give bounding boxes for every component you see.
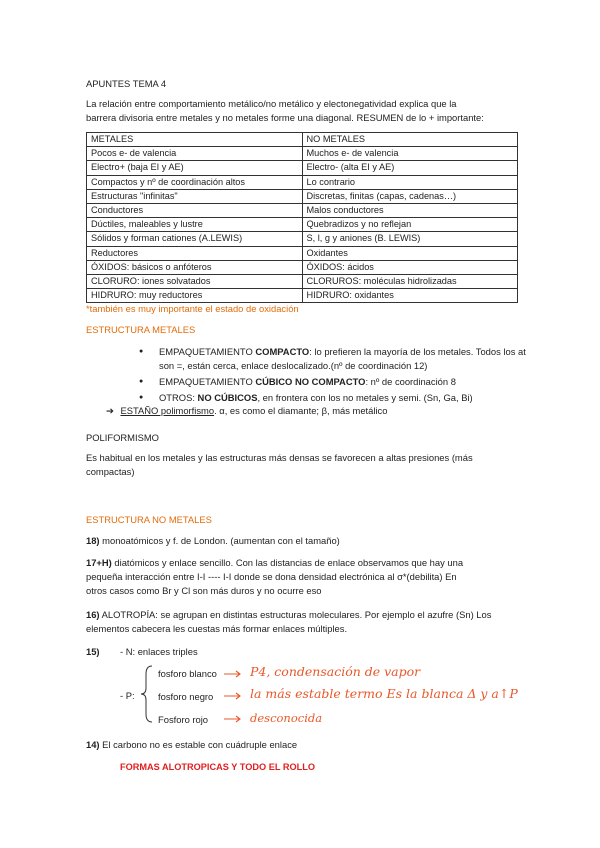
metales-list	[147, 345, 527, 407]
group-16-line-1: 16) ALOTROPÍA: se agrupan en distintas estructuras moleculares. Por ejemplo el azufre (Sn) Los	[86, 609, 492, 620]
group-15-number: 15)	[86, 646, 100, 657]
table-row	[87, 161, 518, 175]
group-17-line-3: otros casos como Br y Cl son más duros y no ocurre eso	[86, 585, 322, 596]
table-cell: ÓXIDOS: ácidos	[302, 260, 518, 274]
table-row	[87, 232, 518, 246]
arrow-icon	[224, 671, 240, 677]
table-footnote: *también es muy importante el estado de oxidación	[86, 303, 299, 314]
table-cell: HIDRURO: oxidantes	[302, 289, 518, 303]
table-row	[87, 275, 518, 289]
table-cell: HIDRURO: muy reductores	[87, 289, 303, 303]
table-cell: Quebradizos y no reflejan	[302, 218, 518, 232]
table-cell: Reductores	[87, 246, 303, 260]
table-cell: Malos conductores	[302, 204, 518, 218]
table-cell: ÓXIDOS: básicos o anfóteros	[87, 260, 303, 274]
list-item: ● EMPAQUETAMIENTO CÚBICO NO COMPACTO: nº de coordinación 8	[147, 375, 527, 389]
table-cell: Estructuras "infinitas"	[87, 189, 303, 203]
table-cell: Sólidos y forman cationes (A.LEWIS)	[87, 232, 303, 246]
group-14-line: 14) El carbono no es estable con cuádruple enlace	[86, 739, 298, 750]
list-item: ● EMPAQUETAMIENTO COMPACTO: lo prefieren la mayoría de los metales. Todos los at son =, están cerca, enlace deslocalizado.(nº de coordinación 12)	[147, 345, 527, 373]
fosforo-negro-label: fosforo negro	[158, 691, 214, 702]
group-15-phosphorus: - P:	[120, 690, 135, 701]
section-heading-metales: ESTRUCTURA METALES	[86, 324, 196, 335]
section-heading-poliformismo: POLIFORMISMO	[86, 432, 159, 443]
table-cell: Conductores	[87, 204, 303, 218]
arrow-icon	[224, 693, 240, 699]
table-cell: Oxidantes	[302, 246, 518, 260]
table-row	[87, 204, 518, 218]
table-cell: Pocos e- de valencia	[87, 147, 303, 161]
poliformismo-line-2: compactas)	[86, 466, 135, 477]
table-row	[87, 260, 518, 274]
fosforo-blanco-label: fosforo blanco	[158, 668, 217, 679]
fosforo-blanco-note: P4, condensación de vapor	[250, 664, 421, 679]
group-18-line: 18) monoatómicos y f. de London. (aumentan con el tamaño)	[86, 535, 340, 546]
table-row	[87, 289, 518, 303]
table-header-cell: METALES	[87, 133, 303, 147]
arrow-icons	[222, 666, 248, 726]
group-15-nitrogen: - N: enlaces triples	[120, 646, 198, 657]
group-17-line-2: pequeña interacción entre I-I ---- I-I donde se dona densidad electrónica al σ*(debilita) En	[86, 571, 457, 582]
group-17-line-1: 17+H) diatómicos y enlace sencillo. Con las distancias de enlace observamos que hay una	[86, 557, 464, 568]
estano-line: ➔ ESTAÑO polimorfismo. α, es como el diamante; β, más metálico	[106, 405, 388, 416]
table-cell: CLORUROS: moléculas hidrolizadas	[302, 275, 518, 289]
table-cell: Discretas, finitas (capas, cadenas…)	[302, 189, 518, 203]
poliformismo-line-1: Es habitual en los metales y las estructuras más densas se favorecen a altas presiones (más	[86, 452, 473, 463]
table-row	[87, 175, 518, 189]
table-row	[87, 147, 518, 161]
table-header-cell: NO METALES	[302, 133, 518, 147]
intro-line-1: La relación entre comportamiento metálico/no metálico y electonegatividad explica que la	[86, 98, 457, 109]
section-heading-nometales: ESTRUCTURA NO METALES	[86, 514, 212, 525]
table-row	[87, 246, 518, 260]
table-cell: Electro- (alta EI y AE)	[302, 161, 518, 175]
table-cell: S, l, g y aniones (B. LEWIS)	[302, 232, 518, 246]
fosforo-negro-note: la más estable termo Es la blanca Δ y a↑P	[250, 686, 518, 701]
table-header-row	[87, 133, 518, 147]
table-cell: Lo contrario	[302, 175, 518, 189]
brace-icon	[140, 664, 154, 724]
table-row	[87, 189, 518, 203]
table-cell: Muchos e- de valencia	[302, 147, 518, 161]
table-row	[87, 218, 518, 232]
table-cell: Electro+ (baja EI y AE)	[87, 161, 303, 175]
list-item: ● OTROS: NO CÚBICOS, en frontera con los no metales y semi. (Sn, Ga, Bi)	[147, 391, 527, 405]
formas-alotropicas-title: FORMAS ALOTROPICAS Y TODO EL ROLLO	[120, 762, 315, 772]
table-cell: Dúctiles, maleables y lustre	[87, 218, 303, 232]
comparison-table	[86, 132, 518, 303]
table-cell: Compactos y nº de coordinación altos	[87, 175, 303, 189]
page-title: APUNTES TEMA 4	[86, 78, 167, 89]
arrow-icon	[224, 716, 240, 722]
fosforo-rojo-label: Fosforo rojo	[158, 714, 209, 725]
intro-line-2: barrera divisoria entre metales y no metales forme una diagonal. RESUMEN de lo + importante:	[86, 112, 484, 123]
table-cell: CLORURO: iones solvatados	[87, 275, 303, 289]
fosforo-rojo-note: desconocida	[250, 711, 323, 725]
arrow-icon: ➔	[106, 405, 114, 416]
group-16-line-2: elementos cabecera les cuestas más formar enlaces múltiples.	[86, 623, 348, 634]
